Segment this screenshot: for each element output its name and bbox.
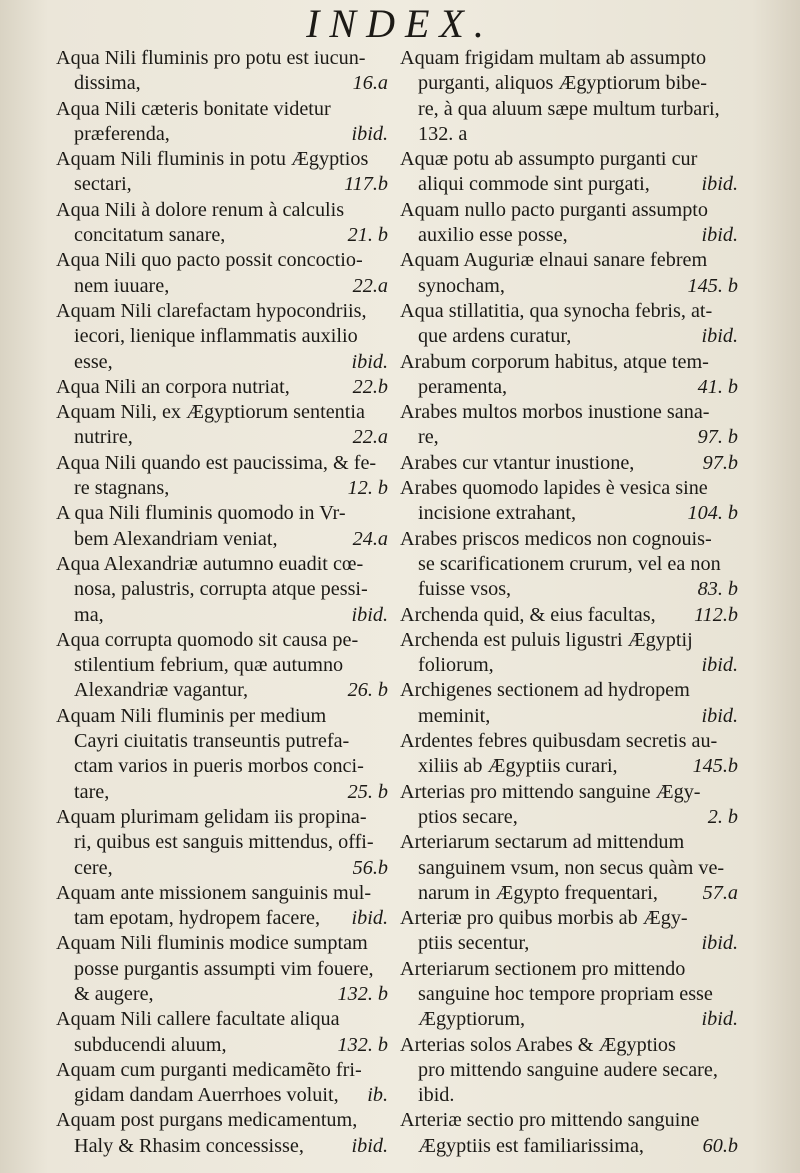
entry-line xyxy=(400,552,738,577)
page-reference: ibid. xyxy=(351,907,388,930)
entry-line xyxy=(56,350,388,375)
entry-line xyxy=(400,425,738,450)
entry-line xyxy=(56,46,388,71)
entry-text: Cayri ciuitatis transeuntis putrefa- xyxy=(74,730,350,753)
entry-line xyxy=(56,856,388,881)
entry-text: Aquam Nili fluminis modice sumptam xyxy=(56,932,368,955)
entry-line xyxy=(56,97,388,122)
right-column xyxy=(400,46,738,1159)
entry-line xyxy=(56,830,388,855)
page-reference: 145.b xyxy=(692,755,738,778)
index-entry xyxy=(56,97,388,148)
page-reference: ibid. xyxy=(701,1008,738,1031)
entry-text: purganti, aliquos Ægyptiorum bibe- xyxy=(418,72,707,95)
entry-text: Aquam plurimam gelidam iis propina- xyxy=(56,805,367,828)
entry-line xyxy=(56,122,388,147)
entry-line xyxy=(56,1108,388,1133)
entry-line xyxy=(56,906,388,931)
entry-text: & augere, xyxy=(74,982,154,1005)
entry-text: Arabes priscos medicos non cognouis- xyxy=(400,527,712,550)
entry-line xyxy=(56,653,388,678)
entry-text: 132. a xyxy=(418,122,468,145)
entry-line xyxy=(56,780,388,805)
entry-text: sanguinem vsum, non secus quàm ve- xyxy=(418,856,725,879)
entry-line xyxy=(400,1058,738,1083)
left-column xyxy=(56,46,388,1159)
entry-text: meminit, xyxy=(418,704,491,727)
entry-text: Ægyptiorum, xyxy=(418,1008,526,1031)
entry-text: Archigenes sectionem ad hydropem xyxy=(400,679,690,702)
entry-text: Aquam Nili callere facultate aliqua xyxy=(56,1008,340,1031)
entry-text: Aqua stillatitia, qua synocha febris, at- xyxy=(400,299,713,322)
index-entry xyxy=(400,299,738,350)
entry-line xyxy=(56,628,388,653)
entry-text: Aqua Nili à dolore renum à calculis xyxy=(56,198,345,221)
entry-line xyxy=(56,982,388,1007)
entry-line xyxy=(56,198,388,223)
entry-text: Aquam ante missionem sanguinis mul- xyxy=(56,881,372,904)
page-reference: 2. b xyxy=(707,805,738,828)
entry-text: foliorum, xyxy=(418,654,494,677)
index-entry xyxy=(56,147,388,198)
index-entry xyxy=(56,1108,388,1159)
page-reference: 24.a xyxy=(352,527,388,550)
entry-line xyxy=(400,957,738,982)
index-entry xyxy=(400,729,738,780)
entry-text: bem Alexandriam veniat, xyxy=(74,527,278,550)
page-reference: 56.b xyxy=(352,856,388,879)
index-entry xyxy=(56,400,388,451)
index-entry xyxy=(56,1007,388,1058)
page-reference: 21. b xyxy=(347,224,388,247)
page-reference: ibid. xyxy=(701,654,738,677)
page-reference: 132. b xyxy=(337,1033,388,1056)
entry-text: re stagnans, xyxy=(74,477,170,500)
entry-line xyxy=(400,476,738,501)
entry-text: Aquam Nili fluminis in potu Ægyptios xyxy=(56,148,369,171)
entry-line xyxy=(400,400,738,425)
entry-line xyxy=(400,274,738,299)
entry-line xyxy=(400,729,738,754)
entry-text: Aquam cum purganti medicamẽto fri- xyxy=(56,1058,362,1081)
index-entry xyxy=(56,46,388,97)
page-reference: 22.b xyxy=(352,375,388,398)
entry-text: Archenda est puluis ligustri Ægyptij xyxy=(400,628,693,651)
index-entry xyxy=(400,350,738,401)
entry-line xyxy=(400,577,738,602)
index-entry xyxy=(400,527,738,603)
entry-text: Aqua corrupta quomodo sit causa pe- xyxy=(56,628,359,651)
entry-text: sectari, xyxy=(74,173,132,196)
entry-line xyxy=(400,350,738,375)
entry-text: Aquam Nili clarefactam hypocondriis, xyxy=(56,299,367,322)
entry-line xyxy=(56,1007,388,1032)
entry-text: Aqua Alexandriæ autumno euadit cœ- xyxy=(56,552,364,575)
page-reference: ibid. xyxy=(701,173,738,196)
entry-text: Haly & Rhasim concessisse, xyxy=(74,1134,304,1157)
index-entry xyxy=(400,906,738,957)
page-reference: 12. b xyxy=(347,477,388,500)
entry-line xyxy=(56,577,388,602)
entry-text: Aqua Nili quando est paucissima, & fe- xyxy=(56,451,377,474)
index-entry xyxy=(400,628,738,679)
entry-line xyxy=(400,248,738,273)
entry-text: Aqua Nili an corpora nutriat, xyxy=(56,375,290,398)
entry-line xyxy=(400,97,738,122)
entry-text: tare, xyxy=(74,780,110,803)
entry-line xyxy=(400,1108,738,1133)
entry-line xyxy=(56,223,388,248)
index-entry xyxy=(56,501,388,552)
entry-line xyxy=(400,223,738,248)
page-reference: 104. b xyxy=(687,502,738,525)
entry-line xyxy=(400,46,738,71)
page-reference: 117.b xyxy=(344,173,388,196)
entry-text: Aquam frigidam multam ab assumpto xyxy=(400,47,707,69)
entry-line xyxy=(400,931,738,956)
entry-text: re, xyxy=(418,426,439,449)
entry-text: Alexandriæ vagantur, xyxy=(74,679,249,702)
entry-text: gidam dandam Auerrhoes voluit, xyxy=(74,1084,339,1107)
entry-text: xiliis ab Ægyptiis curari, xyxy=(418,755,618,778)
entry-text: nosa, palustris, corrupta atque pessi- xyxy=(74,578,368,601)
entry-line xyxy=(400,299,738,324)
index-entry xyxy=(56,198,388,249)
entry-line xyxy=(56,1083,388,1108)
entry-line xyxy=(400,172,738,197)
entry-text: nem iuuare, xyxy=(74,274,170,297)
entry-line xyxy=(400,1007,738,1032)
entry-text: sanguine hoc tempore propriam esse xyxy=(418,982,713,1005)
entry-line xyxy=(400,805,738,830)
entry-line xyxy=(56,172,388,197)
entry-text: Aqua Nili quo pacto possit concoctio- xyxy=(56,249,363,272)
entry-line xyxy=(400,71,738,96)
entry-text: se scarificationem crurum, vel ea non xyxy=(418,552,721,575)
page-reference: ibid. xyxy=(701,932,738,955)
entry-text: peramenta, xyxy=(418,375,508,398)
index-entry xyxy=(400,603,738,628)
entry-text: auxilio esse posse, xyxy=(418,224,568,247)
page-reference: 60.b xyxy=(702,1134,738,1157)
index-entry xyxy=(400,957,738,1033)
entry-text: aliqui commode sint purgati, xyxy=(418,173,650,196)
page-reference: ibid. xyxy=(351,603,388,626)
entry-line xyxy=(56,603,388,628)
entry-line xyxy=(56,527,388,552)
index-entry xyxy=(400,400,738,451)
entry-text: re, à qua aluum sæpe multum turbari, xyxy=(418,97,720,120)
entry-line xyxy=(56,425,388,450)
entry-text: narum in Ægypto frequentari, xyxy=(418,881,658,904)
page-reference: ib. xyxy=(367,1084,388,1107)
entry-text: præferenda, xyxy=(74,122,170,145)
entry-text: Ægyptiis est familiarissima, xyxy=(418,1134,644,1157)
entry-text: cere, xyxy=(74,856,113,879)
entry-line xyxy=(56,324,388,349)
entry-text: ri, quibus est sanguis mittendus, offi- xyxy=(74,831,374,854)
entry-text: ptios secare, xyxy=(418,805,518,828)
entry-text: Ardentes febres quibusdam secretis au- xyxy=(400,730,718,753)
index-entry xyxy=(400,147,738,198)
entry-text: ibid. xyxy=(418,1084,455,1107)
entry-text: Aquam Nili, ex Ægyptiorum sententia xyxy=(56,401,365,424)
entry-line xyxy=(400,830,738,855)
page-reference: ibid. xyxy=(701,704,738,727)
entry-text: ctam varios in pueris morbos conci- xyxy=(74,755,364,778)
index-entry xyxy=(400,830,738,906)
entry-line xyxy=(400,122,738,147)
entry-line xyxy=(400,603,738,628)
page-reference: 57.a xyxy=(702,881,738,904)
entry-line xyxy=(56,451,388,476)
entry-line xyxy=(56,1058,388,1083)
entry-text: fuisse vsos, xyxy=(418,578,512,601)
page-reference: 145. b xyxy=(687,274,738,297)
entry-line xyxy=(400,147,738,172)
entry-line xyxy=(56,476,388,501)
entry-text: tam epotam, hydropem facere, xyxy=(74,907,321,930)
entry-text: Arteriarum sectionem pro mittendo xyxy=(400,957,686,980)
entry-line xyxy=(400,324,738,349)
entry-text: Aqua Nili cæteris bonitate videtur xyxy=(56,97,331,120)
page-reference: 22.a xyxy=(352,274,388,297)
page-reference: 97.b xyxy=(702,451,738,474)
entry-text: Aquæ potu ab assumpto purganti cur xyxy=(400,148,698,171)
entry-text: iecori, lienique inflammatis auxilio xyxy=(74,325,358,348)
index-entry xyxy=(56,299,388,375)
entry-text: Arabes quomodo lapides è vesica sine xyxy=(400,477,708,500)
index-entry xyxy=(400,451,738,476)
page-reference: 22.a xyxy=(352,426,388,449)
page-reference: ibid. xyxy=(351,122,388,145)
entry-line xyxy=(400,653,738,678)
page-reference: 132. b xyxy=(337,982,388,1005)
entry-text: Arterias pro mittendo sanguine Ægy- xyxy=(400,780,701,803)
entry-text: subducendi aluum, xyxy=(74,1033,227,1056)
index-entry xyxy=(56,375,388,400)
entry-line xyxy=(400,704,738,729)
page-title: INDEX. xyxy=(306,1,494,46)
entry-line xyxy=(56,1134,388,1159)
entry-line xyxy=(400,527,738,552)
entry-line xyxy=(56,71,388,96)
entry-line xyxy=(56,299,388,324)
entry-text: Archenda quid, & eius facultas, xyxy=(400,603,656,626)
entry-text: Arteriæ pro quibus morbis ab Ægy- xyxy=(400,907,688,930)
index-entry xyxy=(56,248,388,299)
entry-line xyxy=(400,780,738,805)
index-entry xyxy=(56,931,388,1007)
entry-line xyxy=(400,198,738,223)
index-entry xyxy=(400,198,738,249)
entry-line xyxy=(56,881,388,906)
entry-line xyxy=(400,678,738,703)
page-reference: ibid. xyxy=(701,325,738,348)
entry-line xyxy=(56,704,388,729)
entry-text: incisione extrahant, xyxy=(418,502,577,525)
entry-line xyxy=(56,931,388,956)
index-entry xyxy=(400,248,738,299)
entry-line xyxy=(400,1134,738,1159)
entry-text: Arabum corporum habitus, atque tem- xyxy=(400,350,709,373)
index-entry xyxy=(400,780,738,831)
entry-line xyxy=(400,451,738,476)
page-reference: 97. b xyxy=(697,426,738,449)
page-reference: ibid. xyxy=(701,224,738,247)
page-reference: 112.b xyxy=(694,603,738,626)
entry-text: concitatum sanare, xyxy=(74,224,226,247)
entry-line xyxy=(56,678,388,703)
entry-line xyxy=(400,754,738,779)
entry-text: esse, xyxy=(74,350,113,373)
entry-line xyxy=(56,729,388,754)
entry-text: Aquam nullo pacto purganti assumpto xyxy=(400,198,709,221)
entry-text: Arteriarum sectarum ad mittendum xyxy=(400,831,685,854)
entry-line xyxy=(400,1083,738,1108)
entry-text: synocham, xyxy=(418,274,505,297)
entry-line xyxy=(56,754,388,779)
entry-line xyxy=(56,400,388,425)
entry-line xyxy=(400,906,738,931)
entry-text: ptiis secentur, xyxy=(418,932,530,955)
index-entry xyxy=(56,881,388,932)
index-entry xyxy=(400,46,738,147)
entry-line xyxy=(56,501,388,526)
entry-text: posse purgantis assumpti vim fouere, xyxy=(74,957,374,980)
entry-line xyxy=(400,628,738,653)
entry-text: Arterias solos Arabes & Ægyptios xyxy=(400,1033,676,1056)
entry-line xyxy=(56,957,388,982)
page-reference: ibid. xyxy=(351,350,388,373)
entry-line xyxy=(56,1033,388,1058)
page-reference: ibid. xyxy=(351,1134,388,1157)
index-entry xyxy=(400,476,738,527)
entry-text: nutrire, xyxy=(74,426,133,449)
page-reference: 26. b xyxy=(347,679,388,702)
entry-text: Aquam Nili fluminis per medium xyxy=(56,704,327,727)
entry-text: Aquam post purgans medicamentum, xyxy=(56,1109,358,1132)
page-reference: 25. b xyxy=(347,780,388,803)
entry-text: Arabes cur vtantur inustione, xyxy=(400,451,635,474)
index-entry xyxy=(400,1033,738,1109)
index-entry xyxy=(56,552,388,628)
entry-line xyxy=(56,552,388,577)
entry-line xyxy=(400,881,738,906)
entry-line xyxy=(56,375,388,400)
entry-text: A qua Nili fluminis quomodo in Vr- xyxy=(56,502,346,525)
entry-text: ma, xyxy=(74,603,104,626)
entry-text: Aqua Nili fluminis pro potu est iucun- xyxy=(56,47,366,69)
entry-line xyxy=(400,375,738,400)
page-reference: 16.a xyxy=(352,72,388,95)
entry-line xyxy=(56,805,388,830)
entry-text: Aquam Auguriæ elnaui sanare febrem xyxy=(400,249,708,272)
page-reference: 83. b xyxy=(697,578,738,601)
entry-text: Arabes multos morbos inustione sana- xyxy=(400,401,710,424)
entry-text: pro mittendo sanguine audere secare, xyxy=(418,1058,718,1081)
entry-line xyxy=(56,274,388,299)
index-entry xyxy=(56,628,388,704)
entry-text: stilentium febrium, quæ autumno xyxy=(74,654,344,677)
index-entry xyxy=(56,1058,388,1109)
index-entry xyxy=(56,704,388,805)
entry-text: dissima, xyxy=(74,72,141,95)
index-entry xyxy=(56,451,388,502)
entry-text: que ardens curatur, xyxy=(418,325,572,348)
entry-text: Arteriæ sectio pro mittendo sanguine xyxy=(400,1109,700,1132)
entry-line xyxy=(56,147,388,172)
index-entry xyxy=(400,1108,738,1159)
page-reference: 41. b xyxy=(697,375,738,398)
index-entry xyxy=(56,805,388,881)
entry-line xyxy=(400,1033,738,1058)
entry-line xyxy=(400,982,738,1007)
entry-line xyxy=(400,501,738,526)
entry-line xyxy=(56,248,388,273)
index-entry xyxy=(400,678,738,729)
entry-line xyxy=(400,856,738,881)
